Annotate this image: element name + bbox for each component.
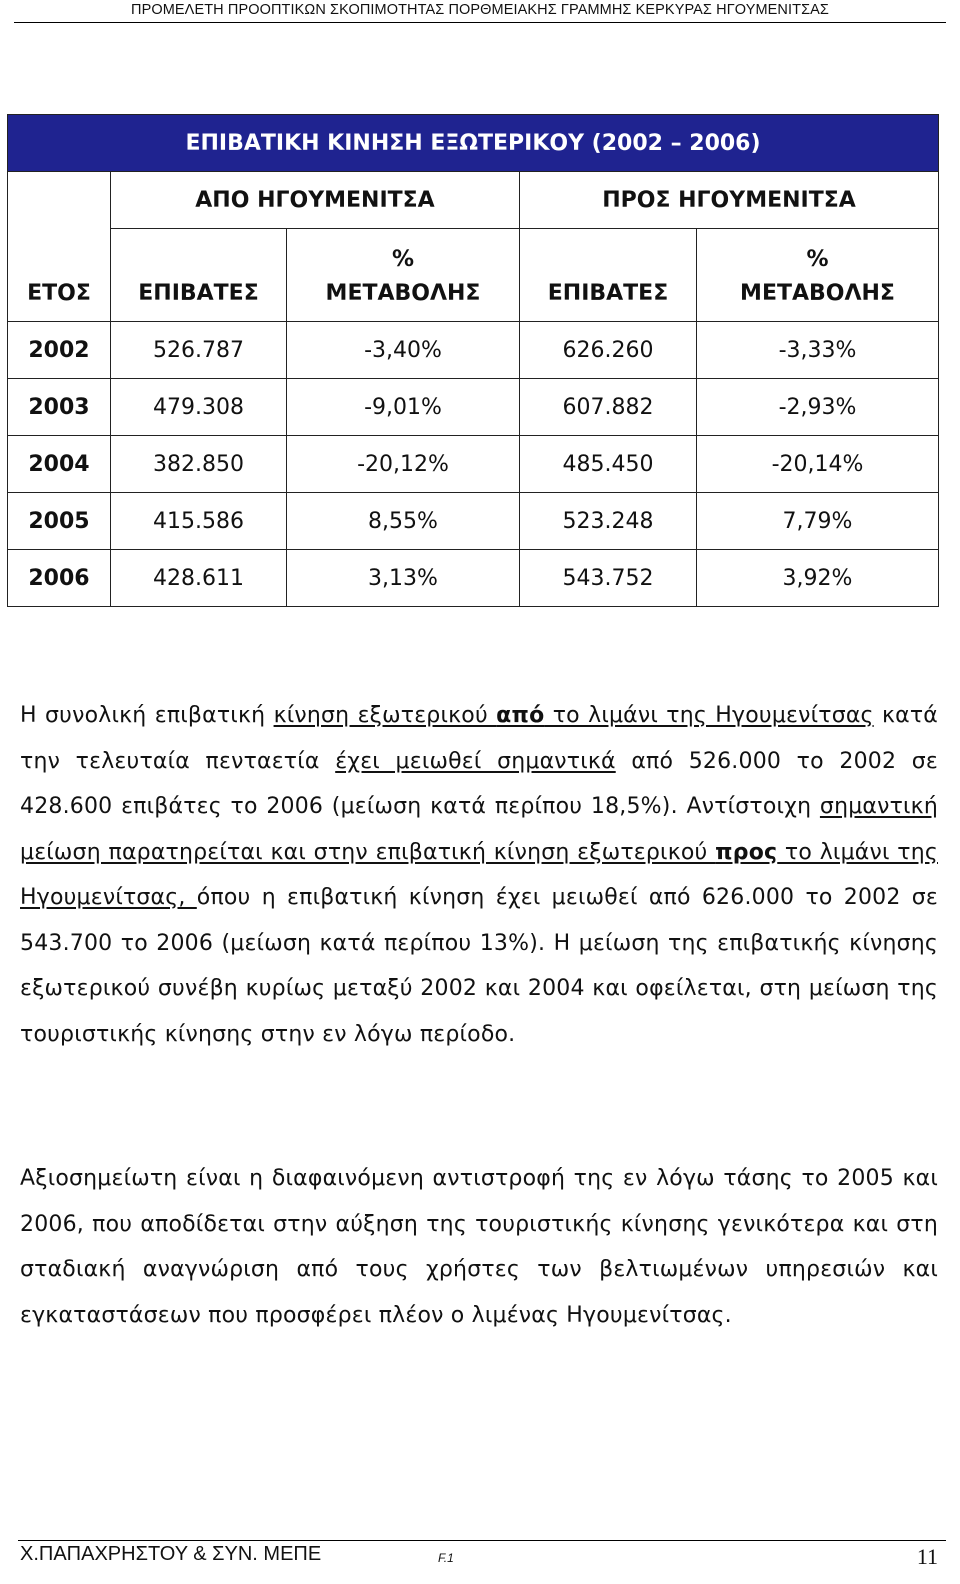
body-paragraph-1: Η συνολική επιβατική κίνηση εξωτερικού από το λιμάνι της Ηγουμενίτσας κατά την τελευταία πενταετία έχει μειωθεί σημαντικά από 526.000 το 2002 σε 428.600 επιβάτες το 2006 (μείωση κατά περίπου 18,5%). Αντίστοιχη σημαντική μείωση παρατηρείται και στην επιβατική κίνηση εξωτερικού προς το λιμάνι της Ηγουμενίτσας, όπου η επιβατική κίνηση έχει μειωθεί από 626.000 το 2002 σε 543.700 το 2006 (μείωση κατά περίπου 13%). Η μείωση της επιβατικής κίνησης εξωτερικού συνέβη κυρίως μεταξύ 2002 και 2004 και οφείλεται, στη μείωση της τουριστικής κίνησης στην εν λόγω περίοδο. <box>20 703 939 1047</box>
cell-from-passengers: 526.787 <box>111 322 287 379</box>
cell-to-pct: -3,33% <box>697 322 939 379</box>
cell-from-passengers: 382.850 <box>111 436 287 493</box>
col-header-to-passengers <box>520 229 697 322</box>
cell-year: 2002 <box>8 322 111 379</box>
footer-author: Χ.ΠΑΠΑΧΡΗΣΤΟΥ & ΣΥΝ. ΜΕΠΕ <box>20 1543 322 1565</box>
running-header: ΠΡΟΜΕΛΕΤΗ ΠΡΟΟΠΤΙΚΩΝ ΣΚΟΠΙΜΟΤΗΤΑΣ ΠΟΡΘΜΕΙΑΚΗΣ ΓΡΑΜΜΗΣ ΚΕΡΚΥΡΑΣ ΗΓΟΥΜΕΝΙΤΣΑΣ <box>14 0 946 23</box>
col-header-year <box>8 172 111 322</box>
col-header-to-pct <box>697 229 939 322</box>
col-header-label: % <box>391 247 415 272</box>
cell-to-pct: -2,93% <box>697 379 939 436</box>
page-number: 11 <box>916 1544 938 1569</box>
cell-from-pct: -20,12% <box>287 436 520 493</box>
cell-from-passengers: 428.611 <box>111 550 287 607</box>
cell-to-pct: -20,14% <box>697 436 939 493</box>
table-title-row <box>8 115 939 172</box>
table-colheader-row <box>8 229 939 322</box>
cell-from-passengers: 479.308 <box>111 379 287 436</box>
col-header-year-label: ΕΤΟΣ <box>27 281 91 306</box>
cell-from-pct: -3,40% <box>287 322 520 379</box>
col-header-label: ΜΕΤΑΒΟΛΗΣ <box>325 281 481 306</box>
cell-from-pct: 3,13% <box>287 550 520 607</box>
table-group-row <box>8 172 939 229</box>
passenger-traffic-table <box>7 114 939 607</box>
cell-from-pct: -9,01% <box>287 379 520 436</box>
col-header-label: ΜΕΤΑΒΟΛΗΣ <box>740 281 895 306</box>
cell-year: 2004 <box>8 436 111 493</box>
col-header-label: ΕΠΙΒΑΤΕΣ <box>138 281 259 306</box>
body-paragraph-2: Αξιοσημείωτη είναι η διαφαινόμενη αντιστροφή της εν λόγω τάσης το 2005 και 2006, που αποδίδεται στην αύξηση της τουριστικής κίνησης γενικότερα και στη σταδιακή αναγνώριση από τους χρήστες των βελτιωμένων υπηρεσιών και εγκαταστάσεων που προσφέρει πλέον ο λιμένας Ηγουμενίτσας. <box>20 1166 938 1328</box>
table-row <box>8 436 939 493</box>
group-header-from: ΑΠΟ ΗΓΟΥΜΕΝΙΤΣΑ <box>111 172 520 229</box>
col-header-label: ΕΠΙΒΑΤΕΣ <box>547 281 669 306</box>
cell-to-passengers: 607.882 <box>520 379 697 436</box>
table-title: ΕΠΙΒΑΤΙΚΗ ΚΙΝΗΣΗ ΕΞΩΤΕΡΙΚΟΥ (2002 – 2006) <box>8 115 939 172</box>
footer-divider <box>18 1540 946 1541</box>
cell-to-passengers: 626.260 <box>520 322 697 379</box>
table-row <box>8 379 939 436</box>
cell-to-pct: 3,92% <box>697 550 939 607</box>
col-header-label: % <box>806 247 829 272</box>
group-header-to: ΠΡΟΣ ΗΓΟΥΜΕΝΙΤΣΑ <box>520 172 939 229</box>
cell-to-passengers: 543.752 <box>520 550 697 607</box>
cell-from-pct: 8,55% <box>287 493 520 550</box>
table-row <box>8 322 939 379</box>
cell-to-passengers: 485.450 <box>520 436 697 493</box>
table-row <box>8 493 939 550</box>
footer-code: F.1 <box>438 1551 454 1565</box>
table-row <box>8 550 939 607</box>
cell-year: 2006 <box>8 550 111 607</box>
cell-year: 2005 <box>8 493 111 550</box>
cell-to-passengers: 523.248 <box>520 493 697 550</box>
col-header-from-pct <box>287 229 520 322</box>
cell-year: 2003 <box>8 379 111 436</box>
col-header-from-passengers <box>111 229 287 322</box>
cell-to-pct: 7,79% <box>697 493 939 550</box>
cell-from-passengers: 415.586 <box>111 493 287 550</box>
